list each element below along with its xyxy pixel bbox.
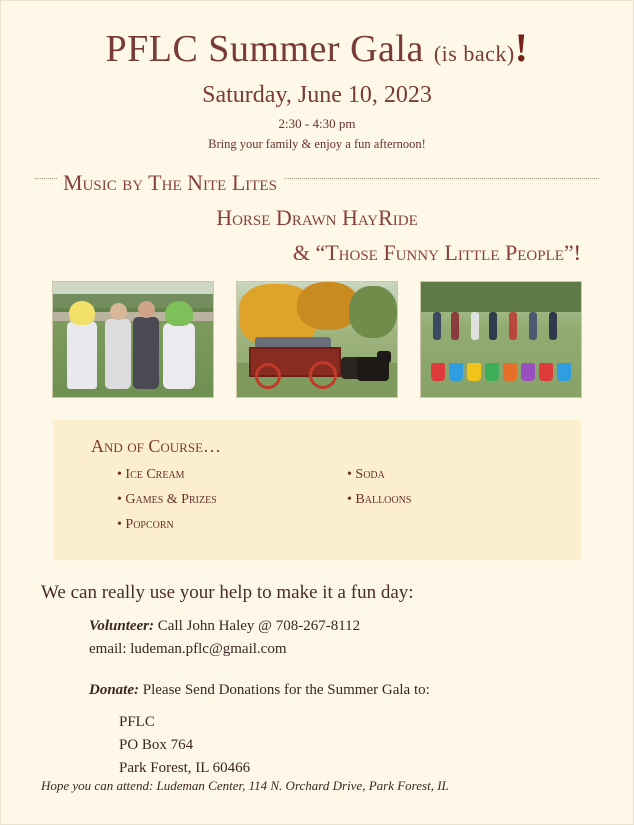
photo2-wheel-rear	[255, 363, 281, 389]
photo3-person-5	[509, 312, 517, 340]
act-hayride-label: Horse Drawn HayRide	[216, 204, 418, 230]
photo3-bucket-green	[485, 363, 499, 381]
title-exclamation: !	[514, 25, 529, 70]
act-funny-people-label: & “Those Funny Little People”	[292, 239, 574, 265]
act-exclamation: !	[573, 239, 581, 265]
donate-text: Please Send Donations for the Summer Gala to:	[139, 681, 430, 698]
photo3-bucket-orange	[503, 363, 517, 381]
and-of-course-box	[53, 420, 581, 560]
course-item: • Popcorn	[117, 516, 174, 532]
event-date: Saturday, June 10, 2023	[202, 81, 432, 108]
and-of-course-title: And of Course…	[91, 435, 222, 456]
photo1-person-left	[105, 319, 131, 389]
address-line: PO Box 764	[119, 737, 194, 754]
photo3-bucket-blue-2	[557, 363, 571, 381]
volunteer-line	[89, 618, 593, 635]
course-item: • Soda	[347, 466, 385, 482]
photo3-person-6	[529, 312, 537, 340]
photo3-person-1	[433, 312, 441, 340]
photo3-treeline	[421, 282, 581, 312]
photo1-person-right	[133, 317, 159, 389]
horse-drawn-hayride-photo	[236, 281, 398, 398]
help-section	[41, 582, 593, 781]
volunteer-label: Volunteer:	[89, 617, 155, 634]
title-block	[1, 1, 633, 152]
photo3-bucket-row	[431, 361, 571, 381]
and-of-course-columns	[81, 467, 553, 542]
and-of-course-right-column	[323, 467, 553, 542]
photo3-person-7	[549, 312, 557, 340]
email-line: email: ludeman.pflc@gmail.com	[89, 640, 287, 657]
photo3-person-4	[489, 312, 497, 340]
acts-section	[1, 166, 633, 269]
photo2-horse-head	[377, 351, 391, 363]
photo3-bucket-purple	[521, 363, 535, 381]
course-item: • Ice Cream	[117, 466, 185, 482]
photo3-person-2	[451, 312, 459, 340]
page-title	[1, 27, 633, 70]
and-of-course-left-column	[81, 467, 323, 542]
photo1-mascot-yellow	[67, 321, 97, 389]
course-item: • Balloons	[347, 491, 412, 507]
act-music	[35, 166, 599, 199]
venue-footer: Hope you can attend: Ludeman Center, 114 N. Orchard Drive, Park Forest, IL	[41, 778, 449, 793]
photo1-mascot-green	[163, 323, 195, 389]
photo-row	[1, 281, 633, 398]
field-games-buckets-photo	[420, 281, 582, 398]
volunteer-contact: Call John Haley @ 708-267-8112	[154, 617, 361, 634]
mascots-and-guests-photo	[52, 281, 214, 398]
photo3-bucket-blue	[449, 363, 463, 381]
act-funny-people	[35, 236, 599, 269]
photo2-tree-green	[349, 286, 397, 338]
donate-label: Donate:	[89, 681, 139, 698]
event-tagline: Bring your family & enjoy a fun afternoon!	[208, 136, 426, 151]
event-time: 2:30 - 4:30 pm	[278, 115, 356, 131]
title-main-text: PFLC Summer Gala	[105, 28, 424, 70]
address-line: PFLC	[119, 713, 155, 730]
photo3-person-3	[471, 312, 479, 340]
photo2-wheel-front	[309, 361, 337, 389]
donate-line	[89, 682, 593, 699]
photo3-bucket-yellow	[467, 363, 481, 381]
act-hayride	[35, 201, 599, 234]
photo3-people	[427, 312, 575, 342]
donation-address	[119, 711, 593, 781]
act-music-label: Music by The Nite Lites	[57, 170, 283, 195]
address-line: Park Forest, IL 60466	[119, 760, 251, 777]
photo3-bucket-red	[431, 363, 445, 381]
photo3-bucket-red-2	[539, 363, 553, 381]
title-paren-text: (is back)	[433, 41, 515, 66]
help-heading: We can really use your help to make it a fun day:	[41, 581, 414, 603]
course-item: • Games & Prizes	[117, 491, 217, 507]
